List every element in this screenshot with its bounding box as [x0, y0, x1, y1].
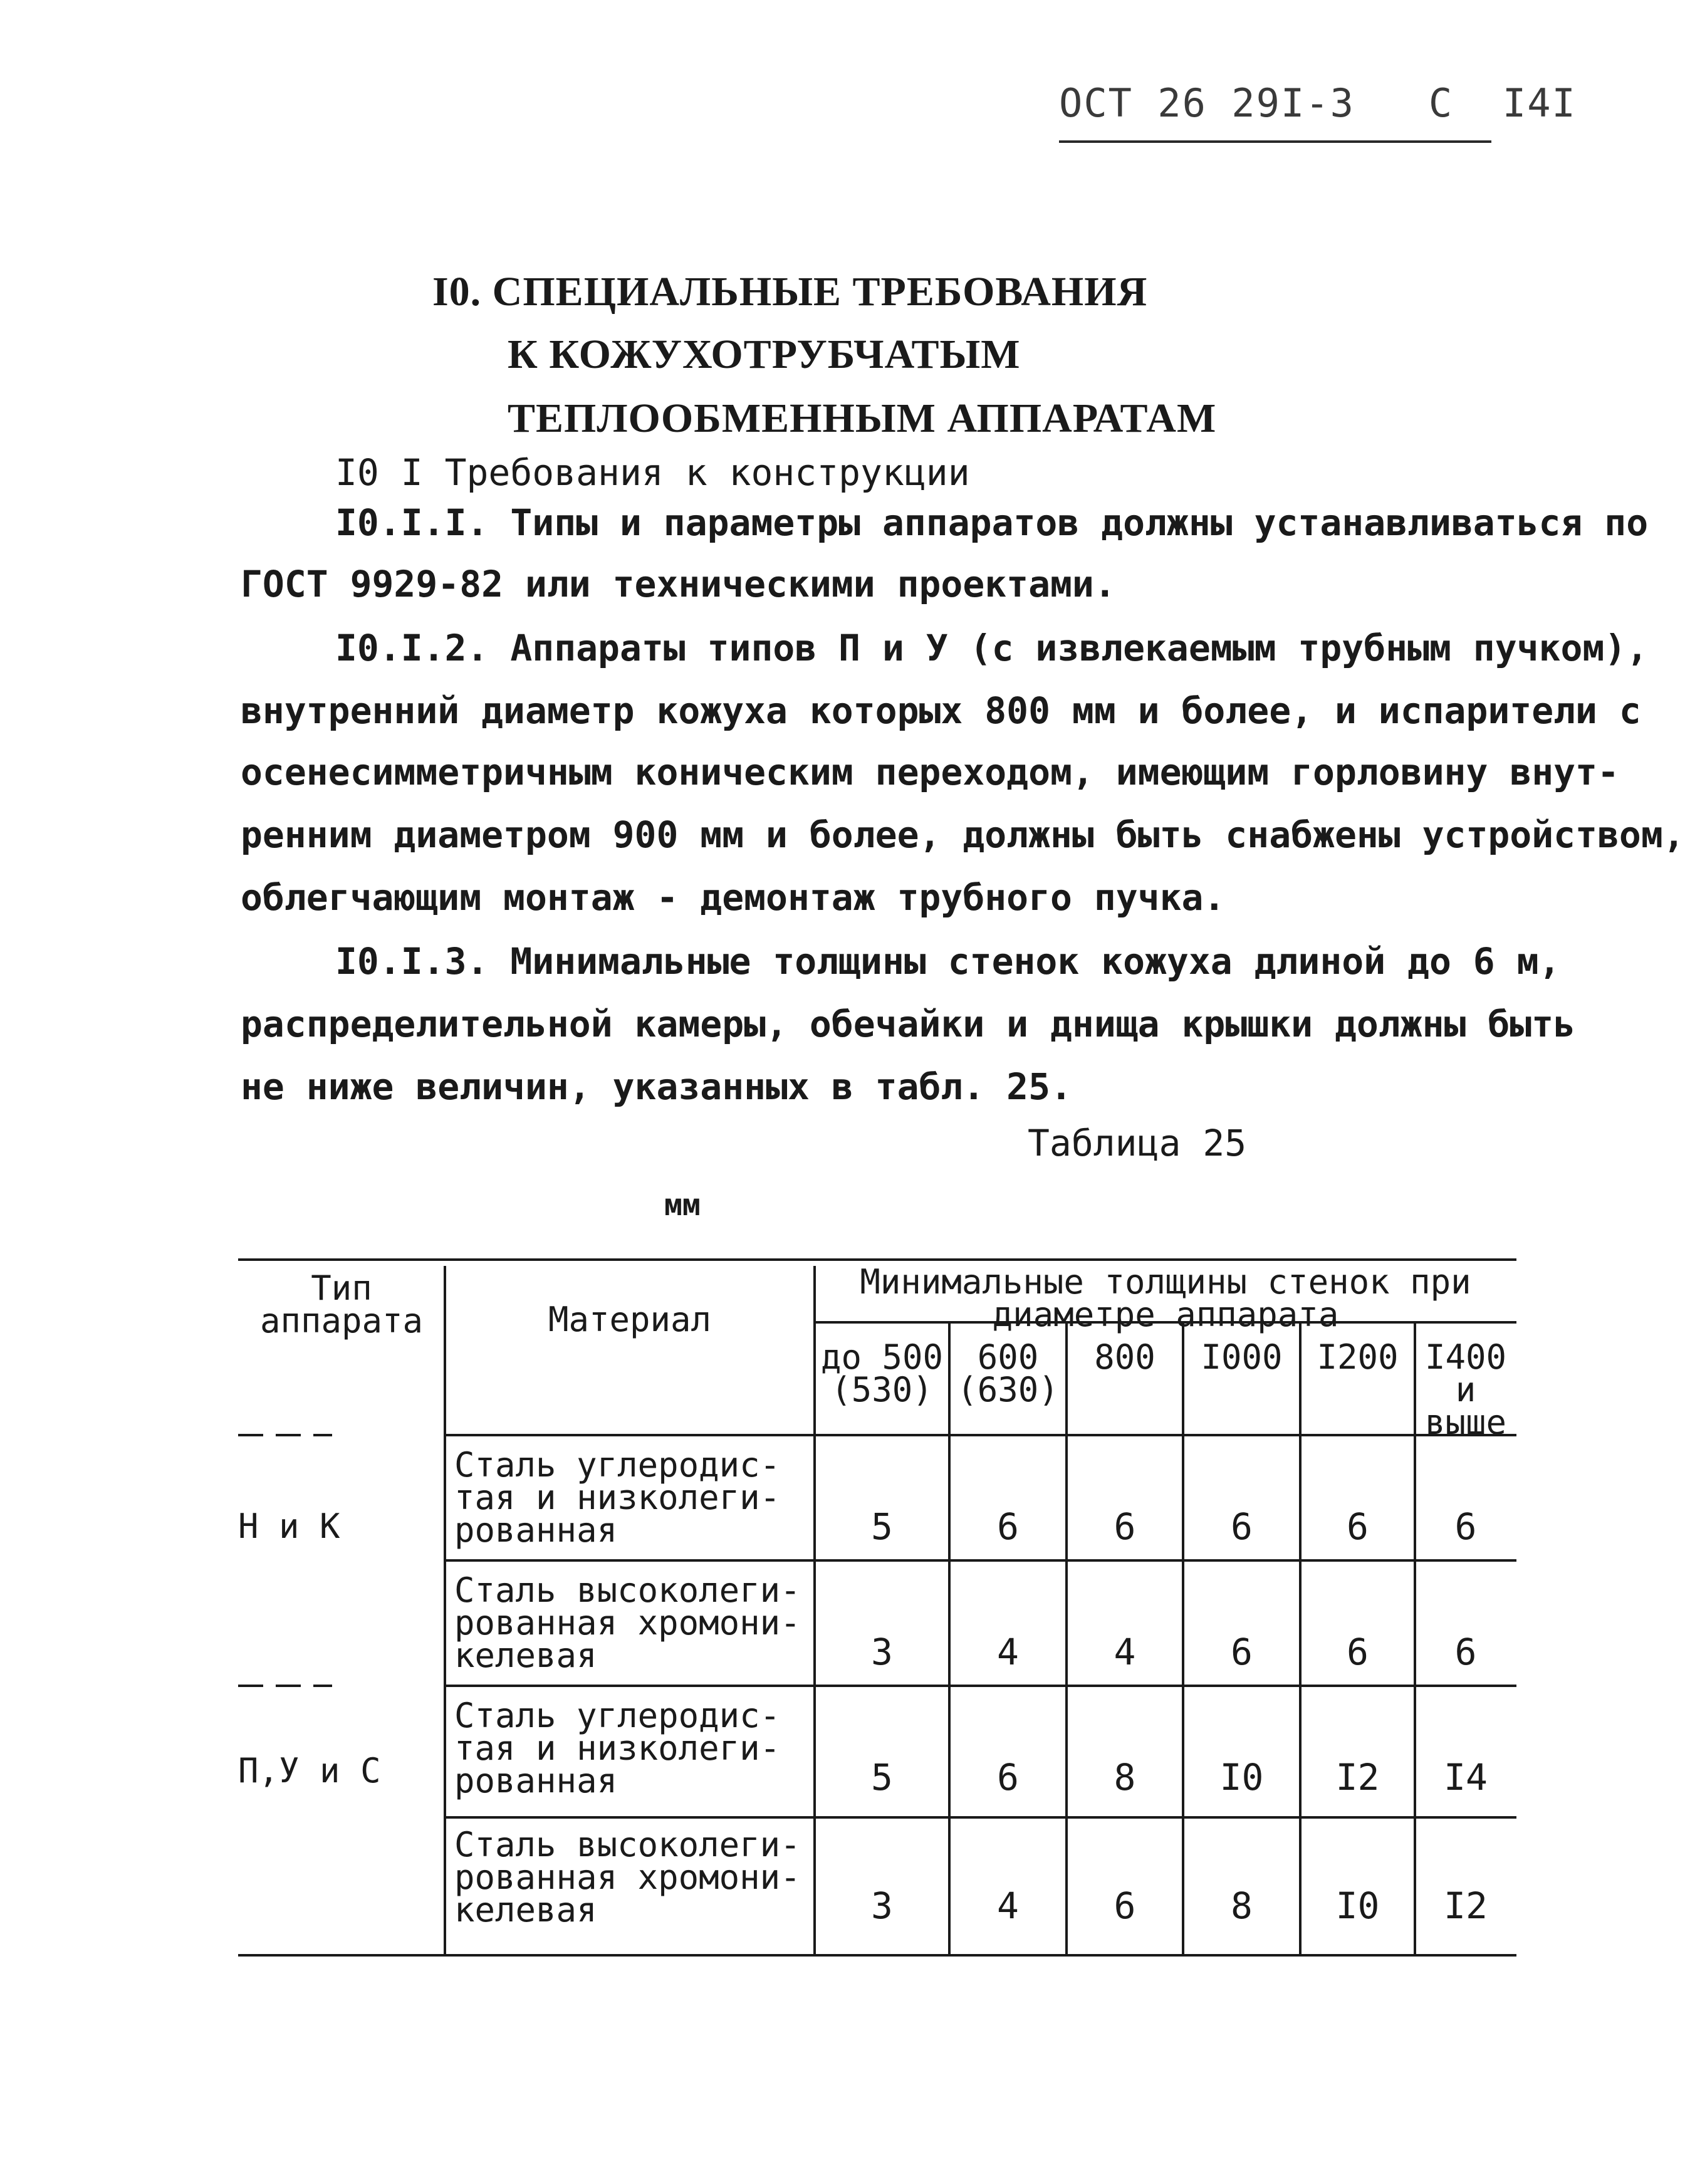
paragraph-2-line-3: осенесимметричным коническим переходом, имеющим горловину внут- [241, 751, 1619, 793]
header-type-line-1: Тип [311, 1268, 372, 1308]
paragraph-2-line-2: внутренний диаметр кожуха которых 800 мм и более, и испарители с [241, 689, 1641, 732]
row-1-type: Н и К [238, 1507, 340, 1546]
table-cell: 6 [1114, 1884, 1136, 1927]
header-material: Материал [548, 1300, 712, 1339]
header-diameter-800: 800 [1094, 1337, 1156, 1377]
table-cell: 3 [871, 1631, 893, 1673]
table-cell: I0 [1219, 1756, 1264, 1799]
document-header [1059, 80, 1577, 126]
table-units: мм [664, 1188, 701, 1223]
header-type [238, 1268, 445, 1340]
table-cell: I2 [1335, 1756, 1380, 1799]
table-cell: 6 [1114, 1505, 1136, 1548]
table-cell: 4 [997, 1884, 1019, 1927]
paragraph-2-line-5: облегчающим монтаж - демонтаж трубного пучка. [241, 876, 1226, 919]
header-rule [1059, 140, 1491, 143]
paragraph-3-line-1: I0.I.3. Минимальные толщины стенок кожуха длиной до 6 м, [335, 940, 1561, 983]
page-number: I4I [1502, 80, 1577, 126]
header-diameter-600: 600 (630) [957, 1337, 1059, 1409]
row-2-material: Сталь высоколеги- рованная хромони- келевая [454, 1570, 801, 1675]
table-cell: 5 [871, 1756, 893, 1799]
row-1-material: Сталь углеродис- тая и низколеги- рованная [454, 1445, 781, 1550]
section-title-line-1: I0. СПЕЦИАЛЬНЫЕ ТРЕБОВАНИЯ [432, 269, 1148, 315]
paragraph-1-line-1: I0.I.I. Типы и параметры аппаратов должны устанавливаться по [335, 501, 1649, 544]
table-cell: 6 [997, 1756, 1019, 1799]
header-group-line-1: Минимальные толщины стенок при [860, 1262, 1471, 1302]
table-cell: 6 [1231, 1631, 1253, 1673]
table-cell: 8 [1231, 1884, 1253, 1927]
paragraph-2-line-1: I0.I.2. Аппараты типов П и У (с извлекаемым трубным пучком), [335, 627, 1649, 669]
row-3-type: П,У и С [238, 1751, 381, 1790]
table-cell: 4 [1114, 1631, 1136, 1673]
table-cell: I4 [1444, 1756, 1488, 1799]
row-3-material: Сталь углеродис- тая и низколеги- рованная [454, 1696, 781, 1800]
section-title-line-3: ТЕПЛООБМЕННЫМ АППАРАТАМ [508, 395, 1217, 441]
table-cell: 6 [1454, 1631, 1477, 1673]
table-cell: I2 [1444, 1884, 1488, 1927]
table-cell: 6 [1347, 1505, 1369, 1548]
header-group-line-2: диаметре аппарата [992, 1295, 1339, 1334]
header-diameter-1200: I200 [1317, 1337, 1399, 1377]
table-cell: 5 [871, 1505, 893, 1548]
section-title-line-2: К КОЖУХОТРУБЧАТЫМ [508, 332, 1021, 377]
paragraph-3-line-3: не ниже величин, указанных в табл. 25. [241, 1065, 1072, 1108]
header-diameter-500: до 500 (530) [820, 1337, 944, 1409]
table-label: Таблица 25 [1028, 1122, 1247, 1164]
subsection-heading: I0 I Требования к конструкции [335, 451, 970, 494]
table-cell: 4 [997, 1631, 1019, 1673]
paragraph-3-line-2: распределительной камеры, обечайки и днища крышки должны быть [241, 1003, 1576, 1045]
document-designation: ОСТ 26 29I-3 [1059, 80, 1355, 126]
table-cell: 6 [1454, 1505, 1477, 1548]
header-diameter-1000: I000 [1201, 1337, 1283, 1377]
header-diameter-1400: I400 и выше [1424, 1337, 1507, 1442]
page-label: С [1428, 80, 1454, 126]
table-cell: 6 [997, 1505, 1019, 1548]
table-cell: 6 [1347, 1631, 1369, 1673]
thickness-table [238, 1247, 1516, 1968]
table-cell: I0 [1335, 1884, 1380, 1927]
table-cell: 8 [1114, 1756, 1136, 1799]
paragraph-2-line-4: ренним диаметром 900 мм и более, должны быть снабжены устройством, [241, 813, 1685, 856]
header-group [815, 1262, 1516, 1334]
paragraph-1-line-2: ГОСТ 9929-82 или техническими проектами. [241, 563, 1116, 605]
row-4-material: Сталь высоколеги- рованная хромони- келевая [454, 1825, 801, 1930]
header-type-line-2: аппарата [259, 1301, 424, 1340]
table-cell: 6 [1231, 1505, 1253, 1548]
table-cell: 3 [871, 1884, 893, 1927]
